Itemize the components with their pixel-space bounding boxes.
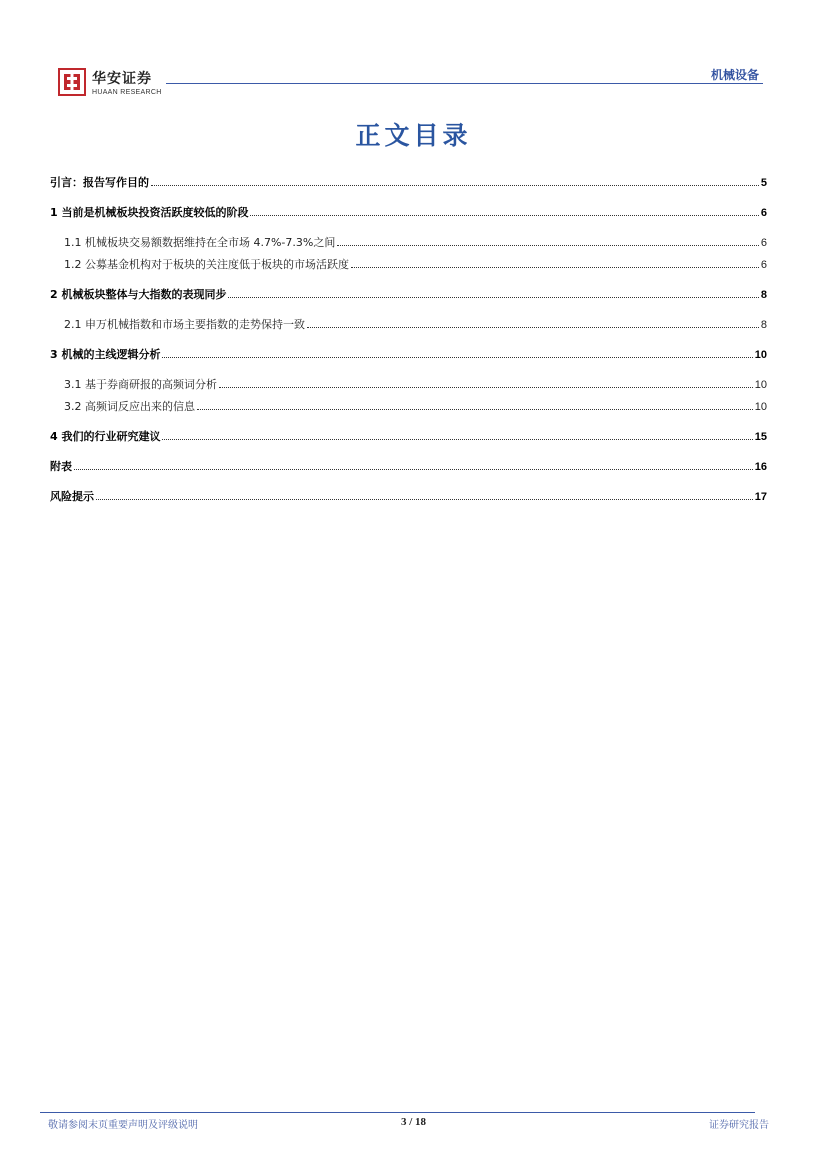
toc-entry[interactable] bbox=[50, 428, 767, 446]
footer-divider bbox=[40, 1112, 755, 1113]
toc-entry-title: 3.1 基于券商研报的高频词分析 bbox=[64, 378, 217, 391]
toc-entry-title: 4 我们的行业研究建议 bbox=[50, 430, 161, 443]
toc-entry[interactable] bbox=[64, 316, 767, 334]
toc-entry[interactable] bbox=[50, 488, 767, 506]
toc-entry-page: 6 bbox=[760, 237, 767, 249]
toc-dot-leader bbox=[228, 297, 758, 298]
toc-entry-page: 15 bbox=[754, 431, 767, 443]
toc-dot-leader bbox=[250, 215, 758, 216]
toc-entry-page: 8 bbox=[760, 319, 767, 331]
toc-entry[interactable] bbox=[64, 398, 767, 416]
page-header bbox=[58, 66, 763, 102]
toc-dot-leader bbox=[307, 327, 759, 328]
toc-entry[interactable] bbox=[50, 286, 767, 304]
toc-entry-title: 1.1 机械板块交易额数据维持在全市场 4.7%-7.3%之间 bbox=[64, 236, 336, 249]
page-number: 3 / 18 bbox=[400, 1116, 427, 1128]
toc-entry-title: 3.2 高频词反应出来的信息 bbox=[64, 400, 195, 413]
company-logo-text: 华安证券 bbox=[92, 71, 152, 87]
toc-entry-title: 附表 bbox=[50, 460, 72, 473]
toc-dot-leader bbox=[337, 245, 759, 246]
page-title: 正文目录 bbox=[355, 121, 472, 150]
disclaimer-note: 敬请参阅末页重要声明及评级说明 bbox=[48, 1120, 198, 1131]
toc-entry-page: 6 bbox=[760, 259, 767, 271]
toc-entry-page: 5 bbox=[760, 177, 767, 189]
toc-entry-title: 1 当前是机械板块投资活跃度较低的阶段 bbox=[50, 206, 249, 219]
toc-entry-page: 6 bbox=[760, 207, 767, 219]
toc-dot-leader bbox=[151, 185, 759, 186]
toc-entry-title: 引言：报告写作目的 bbox=[50, 176, 149, 189]
report-sector-label: 机械设备 bbox=[710, 68, 759, 82]
report-type-label: 证券研究报告 bbox=[709, 1120, 769, 1131]
toc-entry-title: 3 机械的主线逻辑分析 bbox=[50, 348, 161, 361]
toc-dot-leader bbox=[197, 409, 753, 410]
toc-entry-title: 风险提示 bbox=[50, 490, 94, 503]
toc-entry-page: 8 bbox=[760, 289, 767, 301]
company-logo-subtext: HUAAN RESEARCH bbox=[92, 89, 162, 96]
toc-entry-page: 17 bbox=[754, 491, 767, 503]
toc-entry[interactable] bbox=[64, 234, 767, 252]
toc-entry-page: 10 bbox=[754, 349, 767, 361]
toc-entry-page: 10 bbox=[754, 379, 767, 391]
toc-dot-leader bbox=[219, 387, 753, 388]
toc-entry-title: 2.1 申万机械指数和市场主要指数的走势保持一致 bbox=[64, 318, 305, 331]
toc-entry[interactable] bbox=[50, 458, 767, 476]
toc-entry[interactable] bbox=[50, 174, 767, 192]
toc-dot-leader bbox=[96, 499, 753, 500]
company-logo-icon bbox=[58, 68, 86, 96]
toc-entry-page: 16 bbox=[754, 461, 767, 473]
toc-entry-page: 10 bbox=[754, 401, 767, 413]
toc-dot-leader bbox=[351, 267, 759, 268]
toc-entry[interactable] bbox=[50, 346, 767, 364]
header-divider bbox=[166, 83, 763, 84]
toc-entry[interactable] bbox=[64, 376, 767, 394]
toc-entry-title: 1.2 公募基金机构对于板块的关注度低于板块的市场活跃度 bbox=[64, 258, 349, 271]
toc-dot-leader bbox=[162, 439, 752, 440]
toc-dot-leader bbox=[74, 469, 753, 470]
toc-entry[interactable] bbox=[50, 204, 767, 222]
toc-entry[interactable] bbox=[64, 256, 767, 274]
toc-entry-title: 2 机械板块整体与大指数的表现同步 bbox=[50, 288, 227, 301]
toc-dot-leader bbox=[162, 357, 752, 358]
